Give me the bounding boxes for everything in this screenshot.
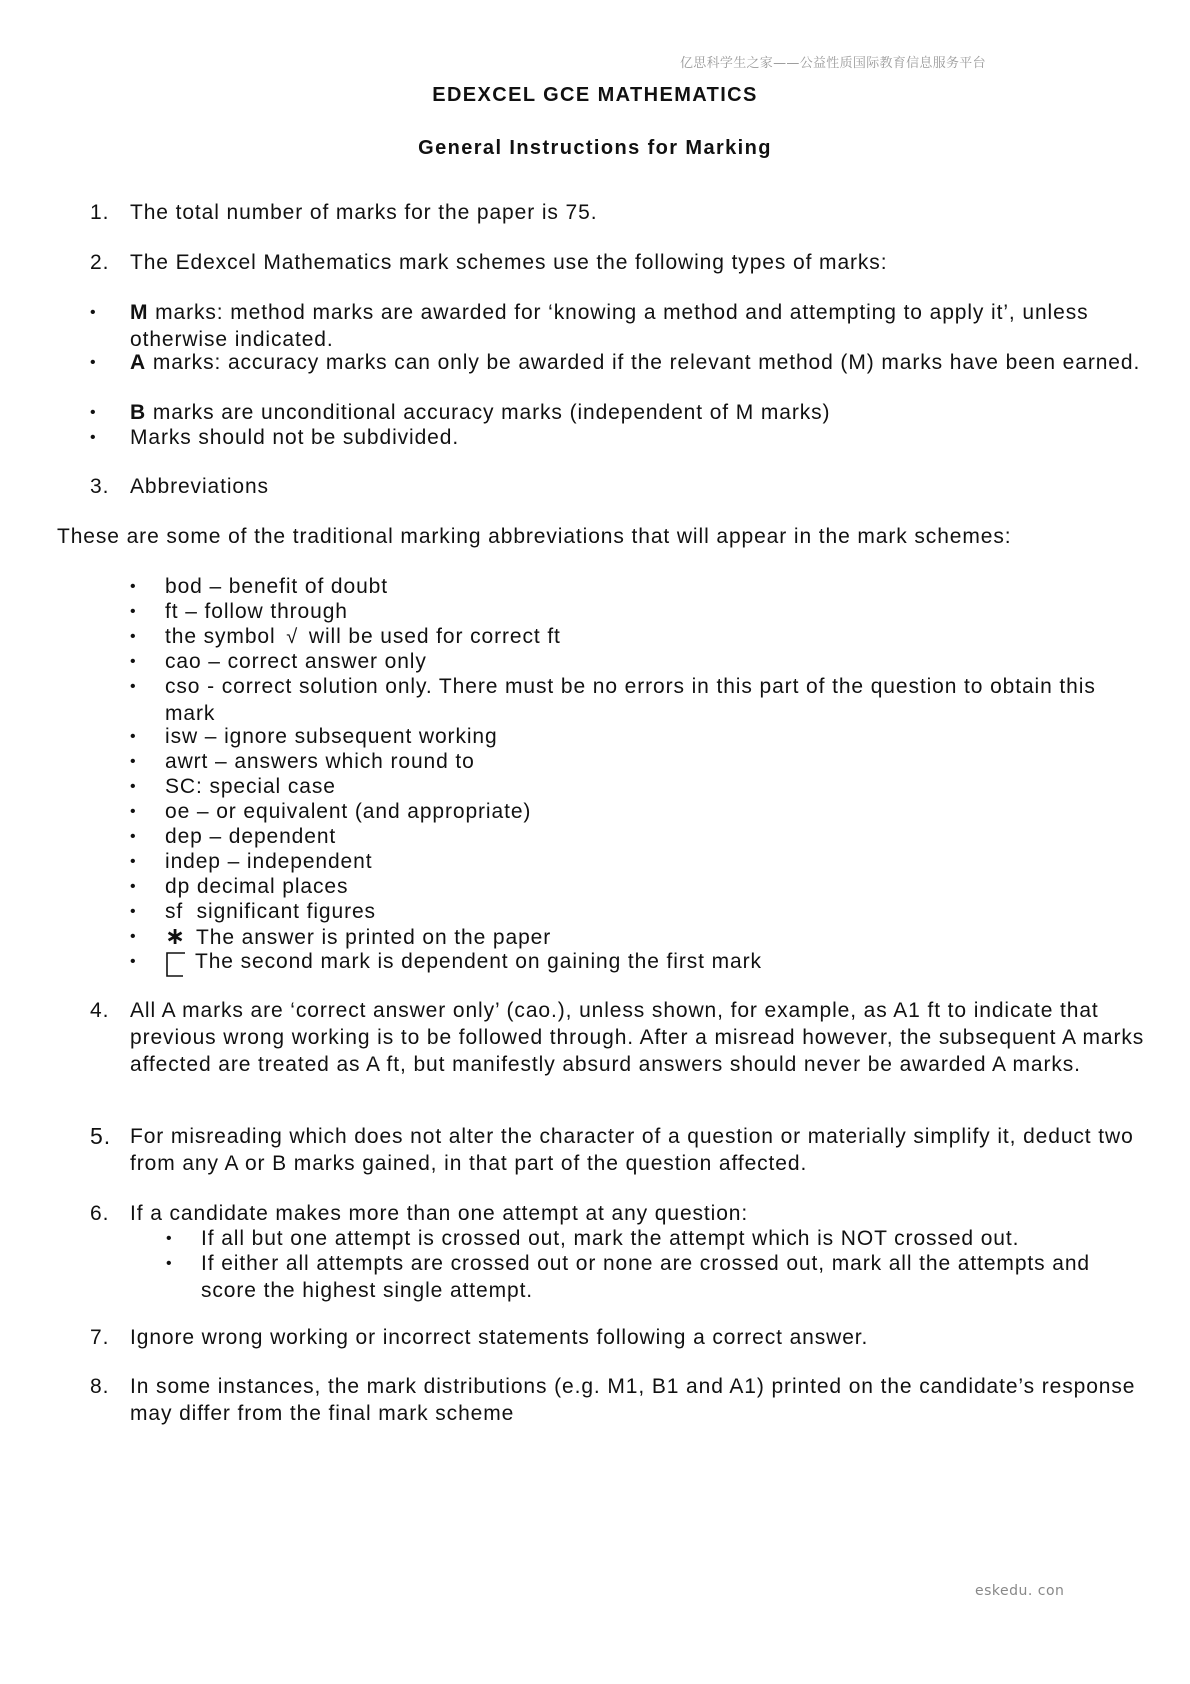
instruction-number: 5. — [90, 1123, 111, 1149]
bullet-icon: • — [130, 678, 137, 695]
instruction-text: All A marks are ‘correct answer only’ (cao.), unless shown, for example, as A1 ft to indicate that previous wrong working is to be followed through. After a misread however, the subsequent A marks affected are treated as A ft, but manifestly absurd answers should never be awarded A marks. — [130, 999, 1145, 1076]
bullet-icon: • — [166, 1230, 173, 1247]
bullet-icon: • — [130, 578, 137, 595]
instruction-text: The Edexcel Mathematics mark schemes use the following types of marks: — [130, 251, 888, 274]
instruction-number: 7. — [90, 1326, 110, 1349]
mark-code: M — [130, 301, 149, 324]
instruction-text: In some instances, the mark distributions (e.g. M1, B1 and A1) printed on the candidate’s response may differ from the final mark scheme — [130, 1375, 1136, 1425]
instruction-text: If a candidate makes more than one attempt at any question: — [130, 1202, 749, 1225]
bullet-icon: • — [130, 603, 137, 620]
bullet-icon: • — [130, 778, 137, 795]
bullet-icon: • — [90, 404, 97, 421]
instruction-text: For misreading which does not alter the character of a question or materially simplify it, deduct two from any A or B marks gained, in that part of the question affected. — [130, 1125, 1134, 1175]
bracket-icon — [165, 950, 187, 978]
bullet-icon: • — [130, 628, 137, 645]
instruction-text: Ignore wrong working or incorrect statements following a correct answer. — [130, 1326, 869, 1349]
mark-description: marks are unconditional accuracy marks (independent of M marks) — [146, 401, 831, 424]
page-subtitle: General Instructions for Marking — [418, 137, 772, 159]
site-watermark-footer: eskedu. con — [975, 1583, 1065, 1599]
bullet-icon: • — [90, 304, 97, 321]
bullet-icon: • — [130, 753, 137, 770]
bullet-icon: • — [130, 928, 137, 945]
instruction-number: 4. — [90, 999, 110, 1022]
mark-description: Marks should not be subdivided. — [130, 426, 460, 449]
bullet-icon: • — [90, 429, 97, 446]
mark-code: A — [130, 351, 147, 374]
asterisk-icon: ∗ — [165, 923, 187, 950]
bullet-icon: • — [130, 653, 137, 670]
bullet-icon: • — [130, 878, 137, 895]
instruction-number: 1. — [90, 201, 110, 224]
bullet-icon: • — [130, 953, 137, 970]
mark-description: marks: accuracy marks can only be awarded if the relevant method (M) marks have been earned. — [146, 351, 1141, 374]
bullet-icon: • — [130, 728, 137, 745]
page-title: EDEXCEL GCE MATHEMATICS — [432, 84, 758, 106]
bullet-icon: • — [166, 1255, 173, 1272]
bullet-icon: • — [90, 354, 97, 371]
site-watermark-header: 亿思科学生之家——公益性质国际教育信息服务平台 — [680, 56, 986, 71]
mark-code: B — [130, 401, 147, 424]
mark-description: marks: method marks are awarded for ‘knowing a method and attempting to apply it’, unless otherwise indicated. — [130, 301, 1089, 351]
tick-icon: √ — [286, 626, 299, 649]
instruction-text: The total number of marks for the paper is 75. — [130, 201, 598, 224]
instruction-number: 3. — [90, 475, 110, 498]
bullet-icon: • — [130, 903, 137, 920]
instruction-text: Abbreviations — [130, 475, 269, 498]
bullet-icon: • — [130, 853, 137, 870]
bullet-icon: • — [130, 828, 137, 845]
abbreviations-intro: These are some of the traditional marking abbreviations that will appear in the mark schemes: — [57, 525, 1012, 548]
bullet-icon: • — [130, 803, 137, 820]
instruction-number: 8. — [90, 1375, 110, 1398]
instruction-number: 2. — [90, 251, 110, 274]
instruction-number: 6. — [90, 1202, 110, 1225]
